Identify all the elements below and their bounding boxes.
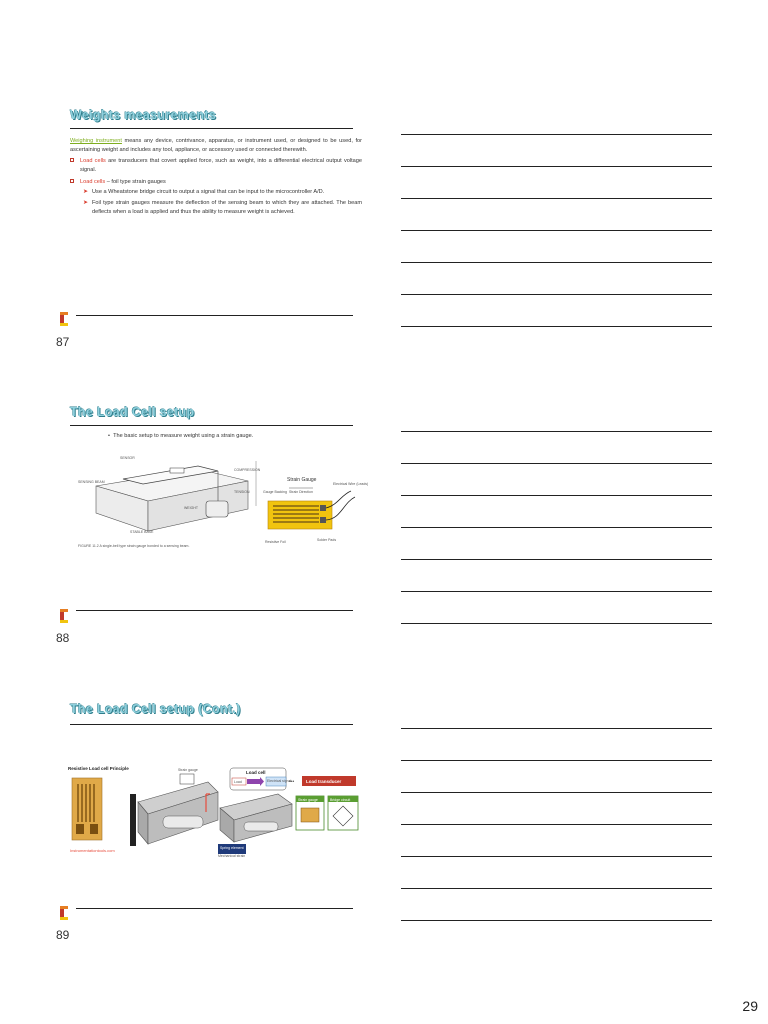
sensing-beam-label: SENSING BEAM [78,480,105,484]
title-divider [70,128,353,129]
slide-number: 89 [56,928,70,942]
note-line [401,760,712,761]
note-line [401,294,712,295]
electrical-signal-label: Electrical signal [267,779,292,783]
load-cell-setup-figure [78,451,268,551]
bullet-text: – foil type strain gauges [105,178,166,185]
bullet-dot-icon: • [108,433,114,439]
note-line [401,527,712,528]
footer-divider [76,610,353,611]
strain-gauge-figure [263,473,369,551]
bullet-item [70,157,362,174]
resistive-foil-label: Resistive Foil [265,540,286,544]
intro-term: Weighing instrument [70,138,122,144]
note-line [401,824,712,825]
ellipsis-icon: ••• [289,779,295,785]
sub-bullet-text: Foil type strain gauges measure the deflection of the sensing beam to which they are attached. The beam deflects when a load is applied and thus the ability to measure weight is achieved. [92,199,362,215]
slide-number: 87 [56,335,70,349]
arrow-bullet-icon: ➤ [83,189,89,196]
stable-base-label: STABLE BASE [130,530,154,534]
university-logo-icon [60,906,68,920]
weight-label: WEIGHT [184,506,198,510]
slide-title: Weights measurements [70,108,217,122]
compression-label: COMPRESSION [234,468,261,472]
sub-bullet-item [70,188,362,197]
gauge-backing-label: Gauge Backing [263,490,287,494]
sensor-label: SENSOR [120,456,135,460]
bullet-term: Load cells [80,178,106,185]
page-number: 29 [742,998,758,1014]
spring-element-label: Spring element [220,846,244,850]
square-bullet-icon [70,179,74,183]
note-line [401,166,712,167]
note-line [401,262,712,263]
resistive-load-cell-figure [68,764,220,859]
note-line [401,463,712,464]
university-logo-icon [60,609,68,623]
note-line [401,623,712,624]
sub-bullet-item [70,199,362,216]
slide-bullet [108,432,348,441]
mechanical-strain-label: Mechanical strain [218,854,246,858]
strain-direction-label: Strain Direction [289,490,313,494]
note-line [401,559,712,560]
load-label: Load [234,780,242,784]
note-line [401,198,712,199]
source-label: Instrumentationtools.com [70,848,115,853]
title-divider [70,425,353,426]
slide-87 [56,108,362,349]
slide-title: The Load Cell setup [70,405,195,419]
slide-title: The Load Cell setup (Cont.) [70,702,241,716]
note-line [401,888,712,889]
note-line [401,920,712,921]
tension-label: TENSION [234,490,250,494]
load-transducer-figure [214,764,360,856]
note-line [401,326,712,327]
note-line [401,792,712,793]
strain-gauge-label: Strain gauge [178,768,198,772]
intro-text: means any device, contrivance, apparatus, or instrument used, or designed to be used, for ascertaining weight and includes any tool, appliance, or accessory used or connected therewith. [70,138,362,153]
slide-number: 88 [56,631,70,645]
intro-paragraph [70,137,362,154]
note-line [401,856,712,857]
note-line [401,431,712,432]
bullet-item [70,178,362,187]
university-logo-icon [60,312,68,326]
bullet-text: The basic setup to measure weight using a strain gauge. [113,433,254,439]
footer-divider [76,315,353,316]
note-line [401,230,712,231]
electrical-wire-label: Electrical Wire (Leads) [333,482,369,486]
bullet-text: are transducers that covert applied force, such as weight, into a differential electrical output voltage signal. [80,158,362,173]
slide-body [70,137,362,216]
sub-bullet-text: Use a Wheatstone bridge circuit to output a signal that can be input to the microcontroller A/D. [92,189,325,196]
bullet-term: Load cells [80,158,106,165]
figure-caption: FIGURE 11.2 A single-bell type strain gauge bonded to a sensing beam. [78,544,190,548]
note-line [401,728,712,729]
principle-label: Resistive Load cell Principle [68,766,129,771]
load-transducer-label: Load transducer [306,779,342,784]
bridge-circuit-label: Bridge circuit [330,798,351,802]
arrow-bullet-icon: ➤ [83,199,89,206]
slide-88 [56,405,369,645]
note-line [401,134,712,135]
load-cell-label: Load cell [246,770,266,775]
footer-divider [76,908,353,909]
square-bullet-icon [70,158,74,162]
title-divider [70,724,353,725]
strain-gauge-title: Strain Gauge [287,477,317,483]
note-line [401,591,712,592]
slide-89 [56,702,356,942]
strain-gauge-box-label: Strain gauge [298,798,318,802]
solder-pads-label: Solder Pads [317,538,337,542]
note-line [401,495,712,496]
